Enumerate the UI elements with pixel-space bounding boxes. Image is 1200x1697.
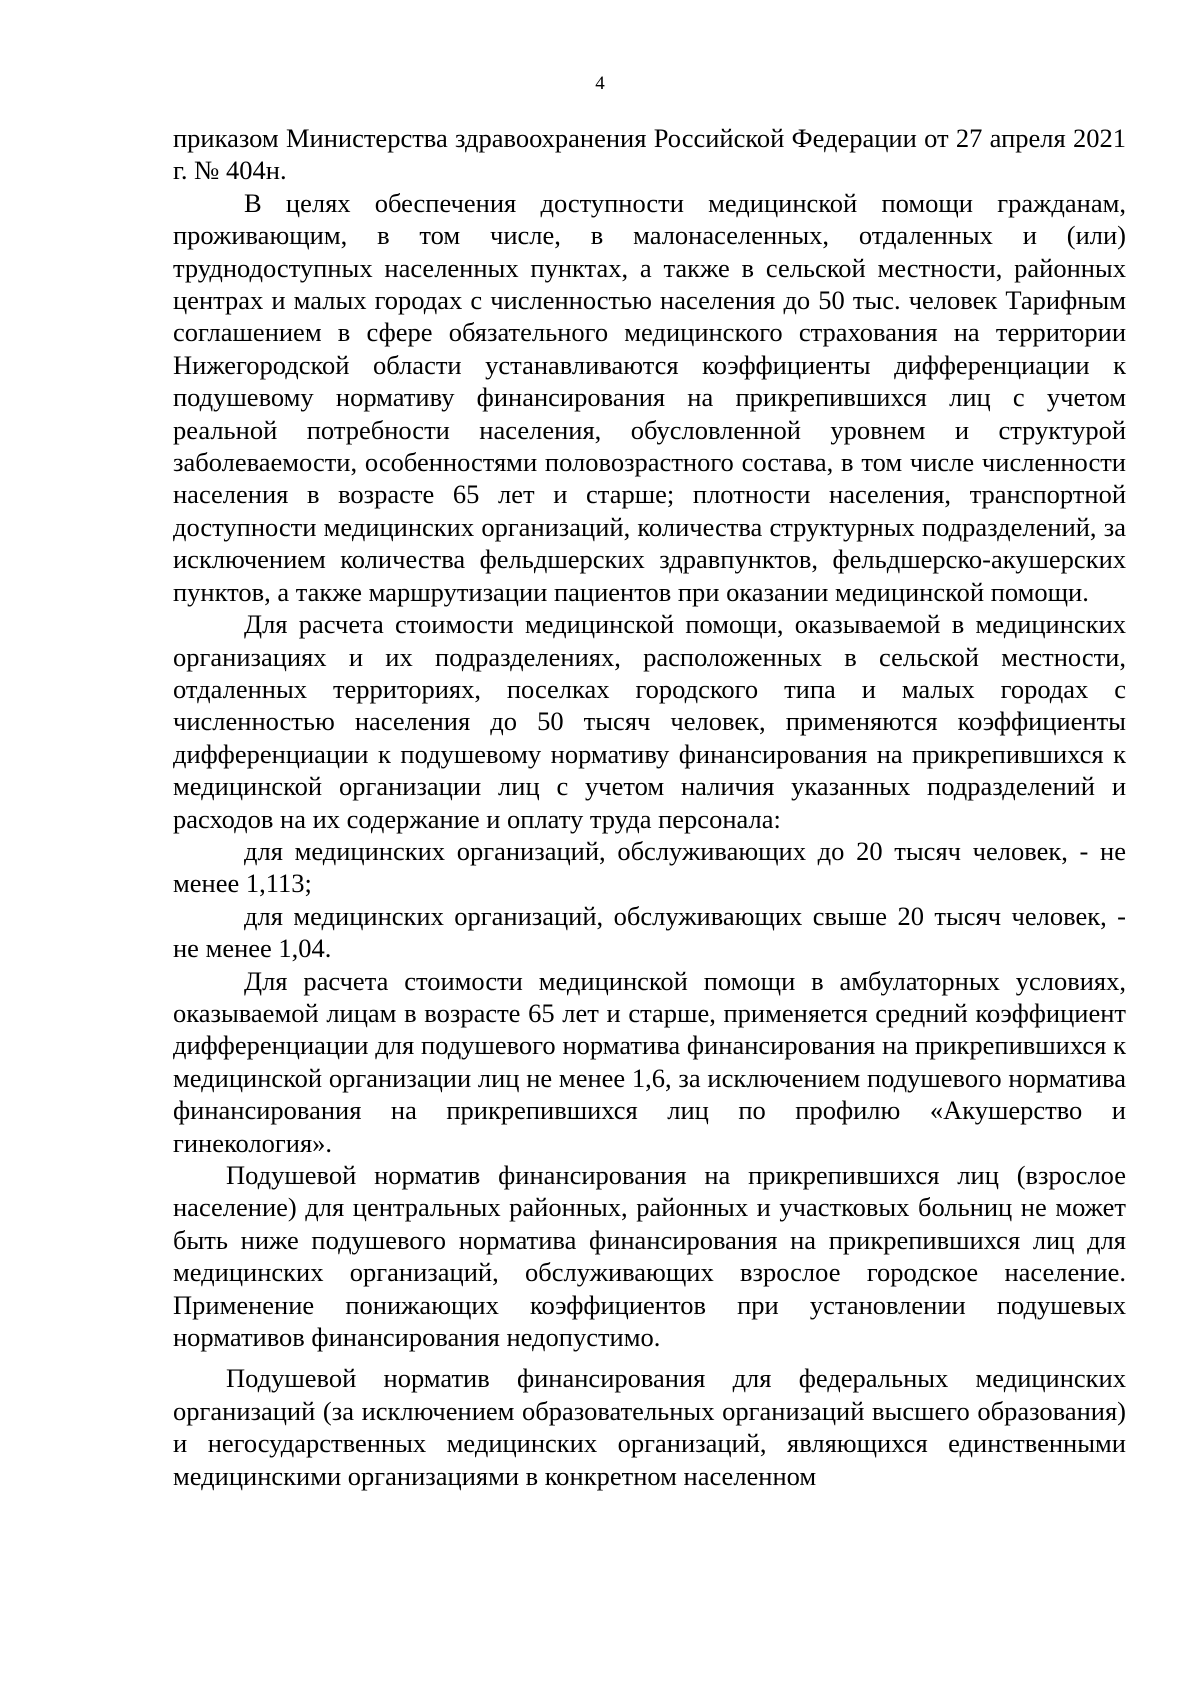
list-item-over-20k: для медицинских организаций, обслуживающих свыше 20 тысяч человек, - не менее 1,04. <box>173 900 1126 964</box>
list-item-up-to-20k: для медицинских организаций, обслуживающих до 20 тысяч человек, - не менее 1,113; <box>173 835 1126 899</box>
paragraph-order-reference: приказом Министерства здравоохранения Российской Федерации от 27 апреля 2021 г. № 404н. <box>173 123 1126 186</box>
paragraph-federal-organizations: Подушевой норматив финансирования для федеральных медицинских организаций (за исключением образовательных организаций высшего образования) и негосударственных медицинских организаций, являющихся единственными медицинскими организациями в конкретном населенном <box>173 1363 1126 1491</box>
paragraph-accessibility-coefficients: В целях обеспечения доступности медицинской помощи гражданам, проживающим, в том числе, в малонаселенных, отдаленных и (или) труднодоступных населенных пунктах, а также в сельской местности, районных центрах и малых городах с численностью населения до 50 тыс. человек Тарифным соглашением в сфере обязательного медицинского страхования на территории Нижегородской области устанавливаются коэффициенты дифференциации к подушевому нормативу финансирования на прикрепившихся лиц с учетом реальной потребности населения, обусловленной уровнем и структурой заболеваемости, особенностями половозрастного состава, в том числе численности населения в возрасте 65 лет и старше; плотности населения, транспортной доступности медицинских организаций, количества структурных подразделений, за исключением количества фельдшерских здравпунктов, фельдшерско-акушерских пунктов, а также маршрутизации пациентов при оказании медицинской помощи. <box>173 187 1126 607</box>
document-body <box>173 122 1126 1492</box>
paragraph-rural-calculation: Для расчета стоимости медицинской помощи, оказываемой в медицинских организациях и их подразделениях, расположенных в сельской местности, отдаленных территориях, поселках городского типа и малых городах с численностью населения до 50 тысяч человек, применяются коэффициенты дифференциации к подушевому нормативу финансирования на прикрепившихся к медицинской организации лиц с учетом наличия указанных подразделений и расходов на их содержание и оплату труда персонала: <box>173 609 1126 834</box>
paragraph-adult-population-norm: Подушевой норматив финансирования на прикрепившихся лиц (взрослое население) для центральных районных, районных и участковых больниц не может быть ниже подушевого норматива финансирования на прикрепившихся лиц для медицинских организаций, обслуживающих взрослое городское население. Применение понижающих коэффициентов при установлении подушевых нормативов финансирования недопустимо. <box>173 1160 1126 1353</box>
page-number: 4 <box>595 73 605 94</box>
paragraph-elderly-coefficient: Для расчета стоимости медицинской помощи в амбулаторных условиях, оказываемой лицам в возрасте 65 лет и старше, применяется средний коэффициент дифференциации для подушевого норматива финансирования на прикрепившихся к медицинской организации лиц не менее 1,6, за исключением подушевого норматива финансирования на прикрепившихся лиц по профилю «Акушерство и гинекология». <box>173 965 1126 1158</box>
